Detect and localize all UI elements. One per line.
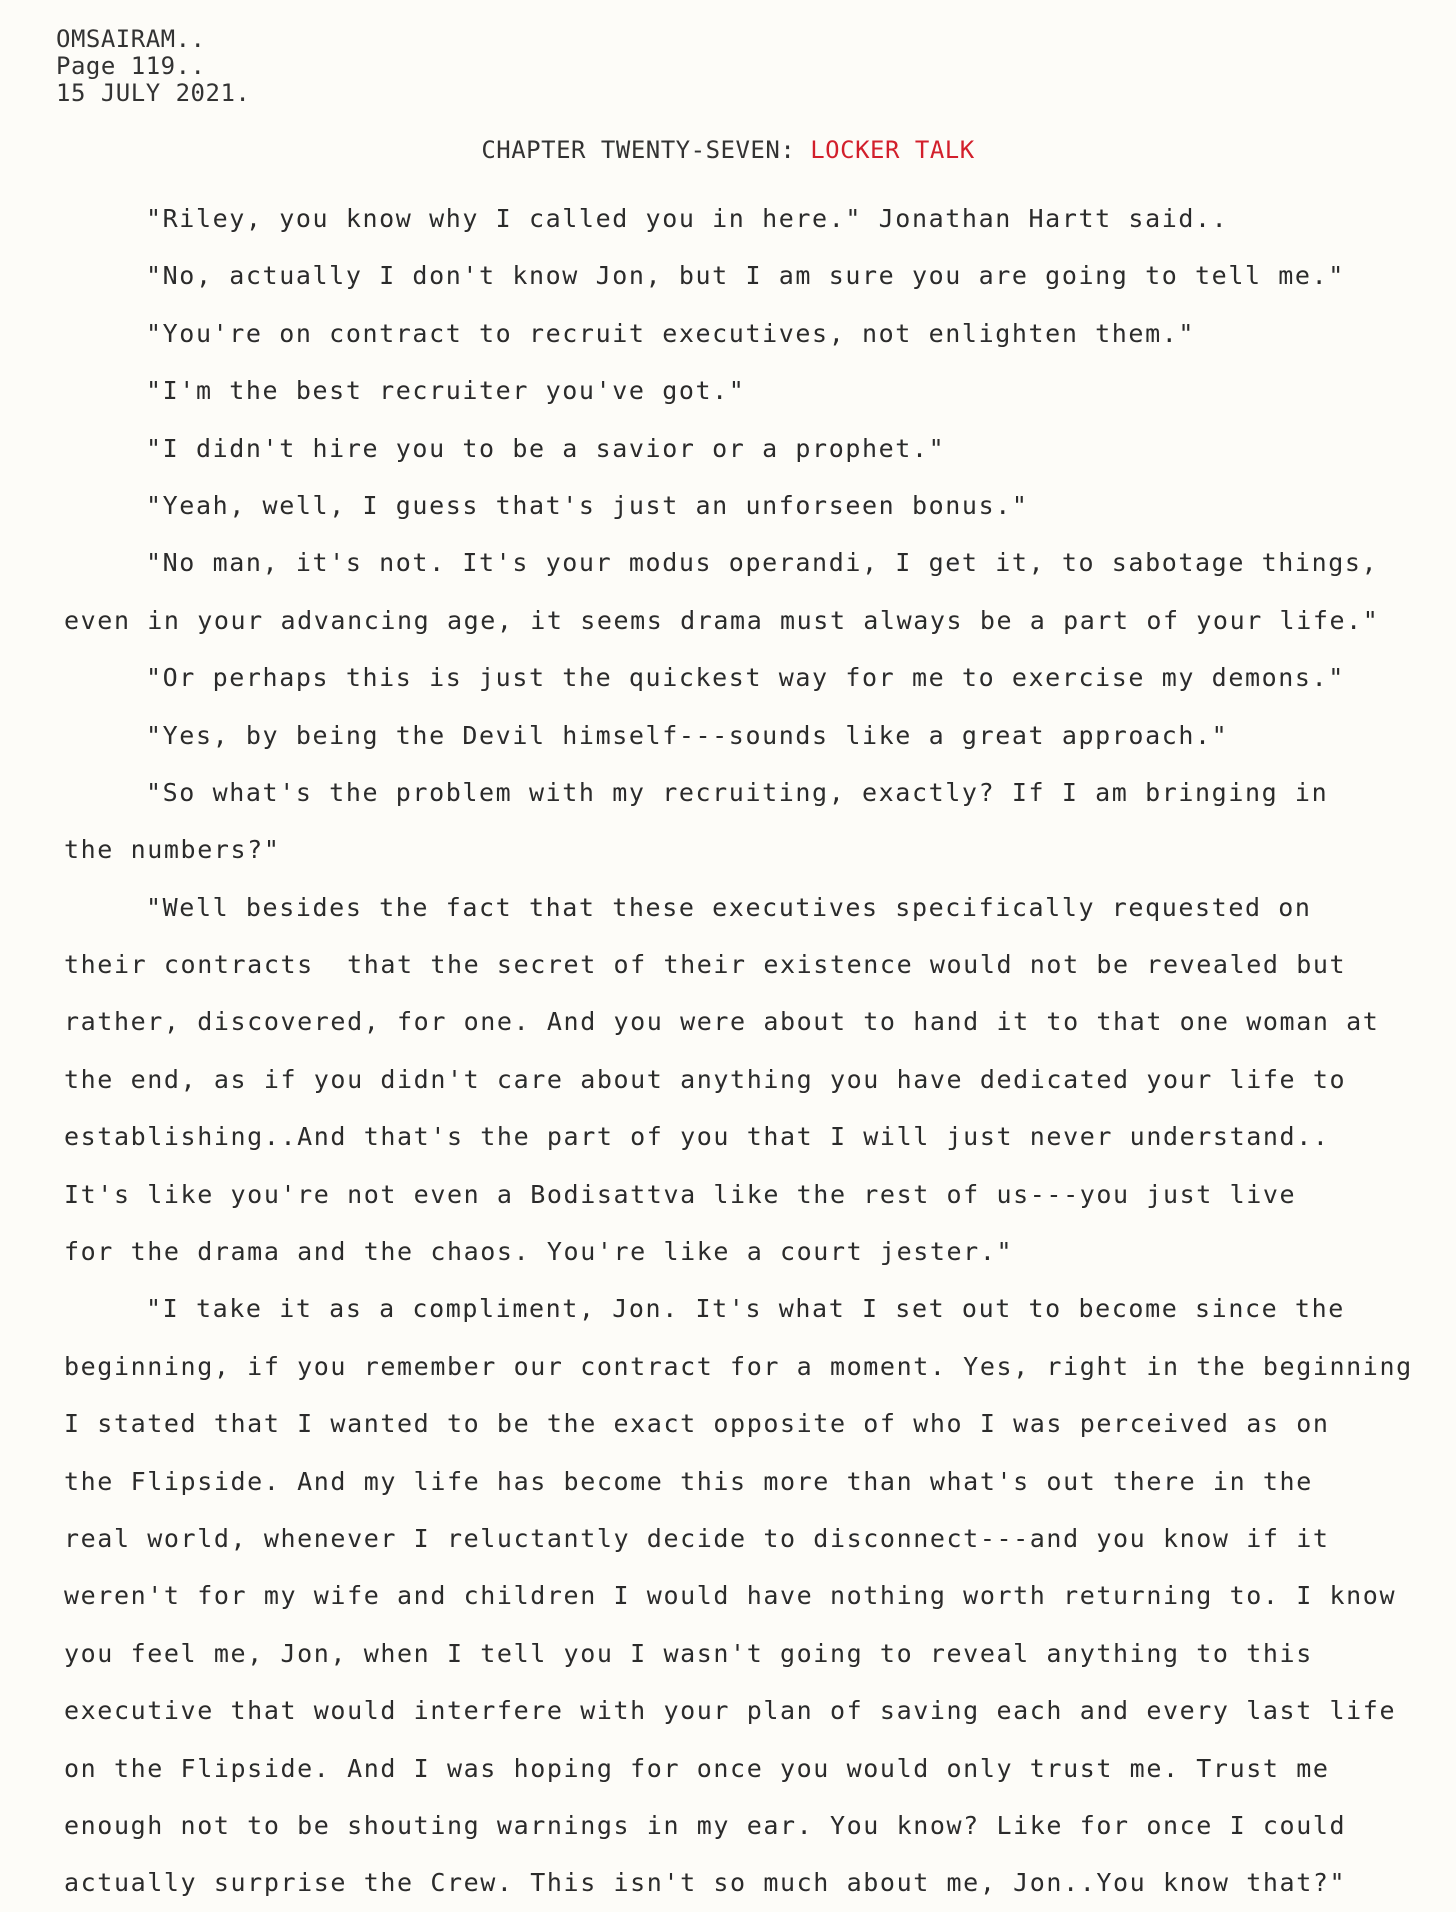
text-line: "I didn't hire you to be a savior or a prophet." <box>146 433 946 463</box>
text-line: "Well besides the fact that these executives specifically requested on <box>146 892 1312 922</box>
header-line-3: 15 JULY 2021. <box>56 79 251 107</box>
text-line: "Yeah, well, I guess that's just an unforseen bonus." <box>146 490 1029 520</box>
text-line: "So what's the problem with my recruiting, exactly? If I am bringing in <box>146 777 1329 807</box>
text-line: the Flipside. And my life has become this more than what's out there in the <box>64 1466 1313 1496</box>
text-line: "Yes, by being the Devil himself---sounds like a great approach." <box>146 720 1229 750</box>
text-line: "You're on contract to recruit executives, not enlighten them." <box>146 318 1196 348</box>
chapter-title-prefix: CHAPTER TWENTY-SEVEN: <box>481 136 796 164</box>
document-body <box>64 190 1436 1912</box>
text-line: I stated that I wanted to be the exact opposite of who I was perceived as on <box>64 1409 1330 1439</box>
text-line: actually surprise the Crew. This isn't so much about me, Jon..You know that?" <box>64 1868 1347 1898</box>
text-line: the numbers?" <box>64 835 281 865</box>
text-line: It's like you're not even a Bodisattva like the rest of us---you just live <box>64 1179 1297 1209</box>
header-line-2: Page 119.. <box>56 52 206 80</box>
chapter-title-highlight: LOCKER TALK <box>810 136 975 164</box>
text-line: the end, as if you didn't care about anything you have dedicated your life to <box>64 1064 1347 1094</box>
text-line: establishing..And that's the part of you that I will just never understand.. <box>64 1122 1330 1152</box>
text-line: on the Flipside. And I was hoping for once you would only trust me. Trust me <box>64 1753 1330 1783</box>
text-line: enough not to be shouting warnings in my ear. You know? Like for once I could <box>64 1810 1347 1840</box>
text-line: weren't for my wife and children I would have nothing worth returning to. I know <box>64 1581 1397 1611</box>
text-line: "No, actually I don't know Jon, but I am sure you are going to tell me." <box>146 261 1345 291</box>
chapter-title <box>0 136 1456 164</box>
page-header <box>56 26 250 107</box>
text-line: "I'm the best recruiter you've got." <box>146 376 746 406</box>
text-line: beginning, if you remember our contract for a moment. Yes, right in the beginning <box>64 1351 1413 1381</box>
text-line: "Riley, you know why I called you in here." Jonathan Hartt said.. <box>146 204 1229 233</box>
text-line: "I take it as a compliment, Jon. It's what I set out to become since the <box>146 1294 1345 1324</box>
text-line: even in your advancing age, it seems drama must always be a part of your life." <box>64 605 1380 635</box>
text-line: their contracts that the secret of their existence would not be revealed but <box>64 950 1347 980</box>
header-line-1: OMSAIRAM.. <box>56 25 206 53</box>
text-line: "No man, it's not. It's your modus operandi, I get it, to sabotage things, <box>146 548 1379 578</box>
text-line: "Or perhaps this is just the quickest way for me to exercise my demons." <box>146 663 1345 693</box>
text-line: you feel me, Jon, when I tell you I wasn't going to reveal anything to this <box>64 1638 1313 1668</box>
text-line: executive that would interfere with your plan of saving each and every last life <box>64 1696 1397 1726</box>
text-line: for the drama and the chaos. You're like a court jester." <box>64 1237 1014 1267</box>
text-line: real world, whenever I reluctantly decide to disconnect---and you know if it <box>64 1523 1330 1553</box>
text-line: rather, discovered, for one. And you were about to hand it to that one woman at <box>64 1007 1380 1037</box>
